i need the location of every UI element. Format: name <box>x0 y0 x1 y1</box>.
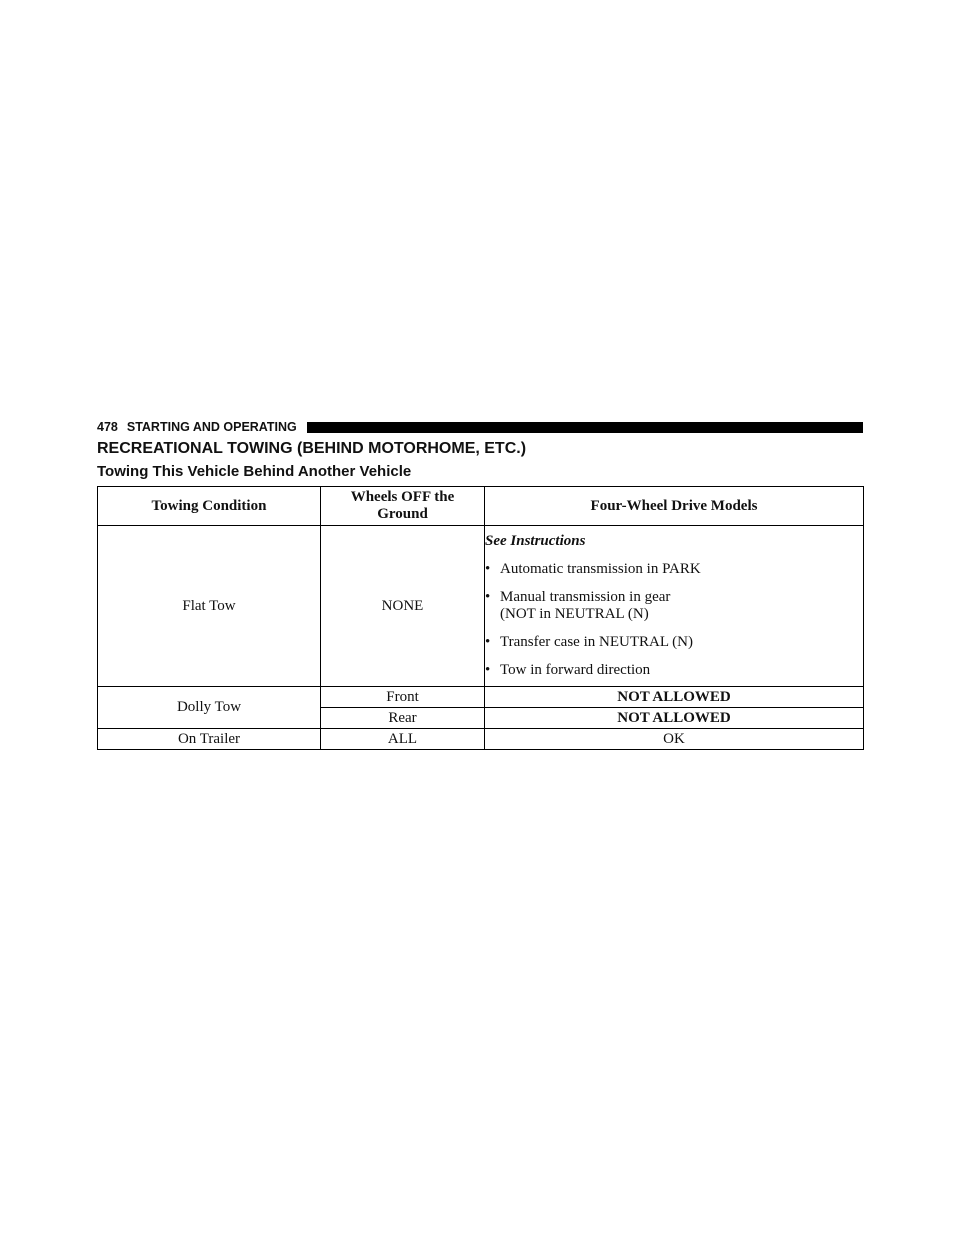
cell-flat-tow-wheels: NONE <box>321 526 485 687</box>
cell-on-trailer-wheels: ALL <box>321 729 485 750</box>
section-label: STARTING AND OPERATING <box>126 420 297 434</box>
header-rule <box>307 422 863 433</box>
cell-on-trailer-condition: On Trailer <box>98 729 321 750</box>
list-item-text: Tow in forward direction <box>500 662 651 678</box>
bullet-icon: • <box>485 561 491 577</box>
list-item-text: Automatic transmission in PARK <box>500 561 701 577</box>
table-row-on-trailer <box>98 729 864 750</box>
column-header-condition: Towing Condition <box>98 487 321 526</box>
towing-table <box>97 486 864 750</box>
table-row-dolly-front <box>98 687 864 708</box>
page-title: RECREATIONAL TOWING (BEHIND MOTORHOME, ETC.) <box>97 440 527 457</box>
cell-flat-tow-instructions <box>485 526 864 687</box>
list-item <box>485 634 863 651</box>
bullet-icon: • <box>485 589 491 605</box>
column-header-wheels <box>321 487 485 526</box>
cell-dolly-front-value: NOT ALLOWED <box>485 687 864 708</box>
cell-dolly-tow-condition: Dolly Tow <box>98 687 321 729</box>
list-item-text: Manual transmission in gear (NOT in NEUTRAL (N) <box>500 589 671 622</box>
list-item-text: Transfer case in NEUTRAL (N) <box>500 634 694 650</box>
list-item <box>485 589 863 623</box>
list-item <box>485 662 863 679</box>
list-item <box>485 561 863 578</box>
table-row-flat-tow <box>98 526 864 687</box>
cell-on-trailer-value: OK <box>485 729 864 750</box>
cell-dolly-rear-value: NOT ALLOWED <box>485 708 864 729</box>
bullet-icon: • <box>485 634 491 650</box>
cell-dolly-front-wheels: Front <box>321 687 485 708</box>
page-header <box>97 418 863 436</box>
cell-dolly-rear-wheels: Rear <box>321 708 485 729</box>
instructions-heading: See Instructions <box>485 533 586 549</box>
table-header-row <box>98 487 864 526</box>
page-number: 478 <box>97 420 118 434</box>
column-header-wheels-text: Wheels OFF the Ground <box>350 489 455 522</box>
column-header-4wd: Four-Wheel Drive Models <box>485 487 864 526</box>
section-subtitle: Towing This Vehicle Behind Another Vehicle <box>97 463 412 480</box>
bullet-icon: • <box>485 662 491 678</box>
cell-flat-tow-condition: Flat Tow <box>98 526 321 687</box>
